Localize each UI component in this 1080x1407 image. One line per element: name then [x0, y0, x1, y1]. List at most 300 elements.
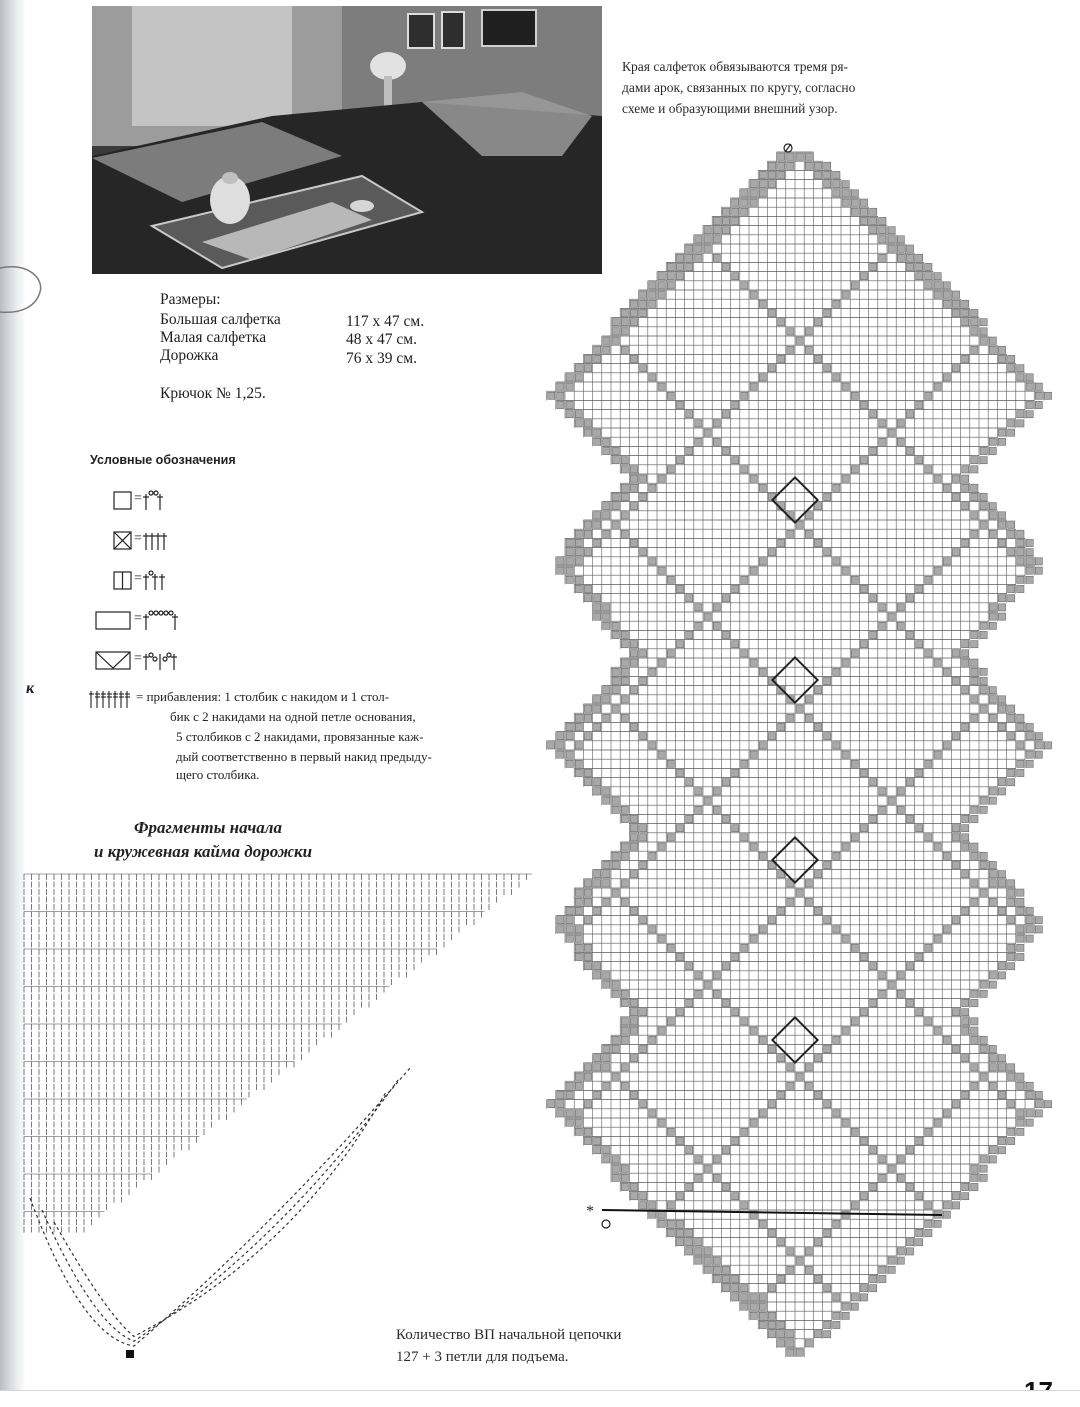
- filled-cell: [695, 622, 702, 629]
- filled-cell: [934, 291, 941, 298]
- filled-cell: [1017, 539, 1024, 546]
- filled-cell: [952, 475, 959, 482]
- filled-cell: [603, 622, 610, 629]
- filled-cell: [713, 604, 720, 611]
- filled-cell: [768, 171, 775, 178]
- filled-cell: [566, 411, 573, 418]
- filled-cell: [741, 282, 748, 289]
- legend-equals: =: [134, 571, 142, 587]
- filled-cell: [649, 291, 656, 298]
- filled-cell: [621, 309, 628, 316]
- filled-cell: [603, 687, 610, 694]
- filled-cell: [962, 300, 969, 307]
- filled-cell: [879, 254, 886, 261]
- filled-cell: [989, 346, 996, 353]
- size-label: Большая салфетка: [160, 310, 281, 330]
- filled-cell: [860, 208, 867, 215]
- legend-equals: =: [134, 651, 142, 667]
- filled-cell: [860, 585, 867, 592]
- filled-cell: [612, 447, 619, 454]
- filled-cell: [732, 585, 739, 592]
- filled-cell: [741, 190, 748, 197]
- filled-cell: [676, 585, 683, 592]
- filled-cell: [594, 595, 601, 602]
- filled-cell: [1008, 549, 1015, 556]
- filled-cell: [971, 641, 978, 648]
- filled-cell: [768, 549, 775, 556]
- filled-cell: [989, 447, 996, 454]
- filled-cell: [962, 723, 969, 730]
- filled-cell: [722, 447, 729, 454]
- filled-cell: [787, 714, 794, 721]
- filled-cell: [787, 328, 794, 335]
- side-letter: к: [26, 680, 34, 698]
- filled-cell: [594, 696, 601, 703]
- filled-cell: [943, 282, 950, 289]
- filled-cell: [704, 227, 711, 234]
- filled-cell: [805, 696, 812, 703]
- filled-cell: [557, 733, 564, 740]
- filled-cell: [925, 392, 932, 399]
- filled-cell: [594, 604, 601, 611]
- filled-cell: [612, 668, 619, 675]
- filled-cell: [888, 245, 895, 252]
- filled-cell: [1017, 576, 1024, 583]
- filled-cell: [879, 622, 886, 629]
- filled-cell: [676, 641, 683, 648]
- filled-cell: [962, 319, 969, 326]
- filled-cell: [998, 705, 1005, 712]
- filled-cell: [575, 549, 582, 556]
- filled-cell: [980, 337, 987, 344]
- fragments-title-line: Фрагменты начала: [134, 818, 282, 838]
- filled-cell: [621, 696, 628, 703]
- filled-cell: [897, 622, 904, 629]
- legend-equals: =: [134, 531, 142, 547]
- filled-cell: [630, 687, 637, 694]
- legend-equals: =: [134, 611, 142, 627]
- filled-cell: [805, 162, 812, 169]
- fragment-grid: [24, 874, 532, 1346]
- dc-chain-dc-symbol-icon: [143, 571, 165, 590]
- filled-cell: [842, 291, 849, 298]
- filled-cell: [667, 263, 674, 270]
- filled-cell: [1035, 392, 1042, 399]
- filled-cell: [649, 300, 656, 307]
- filled-cell: [741, 466, 748, 473]
- filled-cell: [594, 539, 601, 546]
- edge-caption: [622, 56, 855, 119]
- filled-cell: [640, 650, 647, 657]
- filled-cell: [584, 420, 591, 427]
- filled-cell: [649, 374, 656, 381]
- filled-cell: [778, 723, 785, 730]
- filled-cell: [833, 300, 840, 307]
- filled-cell: [575, 374, 582, 381]
- size-value: 76 х 39 см.: [346, 349, 417, 369]
- filled-cell: [952, 365, 959, 372]
- filled-cell: [640, 300, 647, 307]
- filled-cell: [842, 383, 849, 390]
- increase-note-line: щего столбика.: [176, 765, 259, 786]
- filled-cell: [630, 503, 637, 510]
- filled-cell: [1026, 576, 1033, 583]
- filled-cell: [971, 668, 978, 675]
- filled-cell: [824, 181, 831, 188]
- filled-cell: [824, 733, 831, 740]
- filled-cell: [713, 420, 720, 427]
- filled-cell: [842, 181, 849, 188]
- filled-cell: [814, 723, 821, 730]
- filled-cell: [1017, 420, 1024, 427]
- filled-cell: [971, 530, 978, 537]
- filled-cell: [787, 162, 794, 169]
- filled-cell: [879, 438, 886, 445]
- filled-cell: [998, 429, 1005, 436]
- filled-cell: [1026, 723, 1033, 730]
- filled-cell: [1017, 411, 1024, 418]
- filled-cell: [1026, 549, 1033, 556]
- increase-note-line: = прибавления: 1 столбик с накидом и 1 стол-: [136, 687, 389, 708]
- filled-cell: [658, 383, 665, 390]
- edging-arch: [42, 1080, 398, 1341]
- filled-cell: [989, 438, 996, 445]
- filled-cell: [575, 576, 582, 583]
- filled-cell: [603, 337, 610, 344]
- filled-cell: [906, 245, 913, 252]
- filled-cell: [667, 273, 674, 280]
- filled-cell: [1017, 374, 1024, 381]
- filled-cell: [722, 217, 729, 224]
- filled-cell: [971, 346, 978, 353]
- filled-cell: [750, 291, 757, 298]
- filled-cell: [640, 733, 647, 740]
- filled-cell: [916, 457, 923, 464]
- filled-cell: [1017, 558, 1024, 565]
- filled-cell: [686, 631, 693, 638]
- filled-cell: [658, 291, 665, 298]
- filled-cell: [686, 263, 693, 270]
- filled-cell: [658, 282, 665, 289]
- filled-cell: [649, 668, 656, 675]
- filled-cell: [630, 650, 637, 657]
- filled-cell: [630, 300, 637, 307]
- filled-cell: [1035, 567, 1042, 574]
- filled-cell: [888, 429, 895, 436]
- filled-cell: [980, 447, 987, 454]
- filled-cell: [612, 493, 619, 500]
- filled-cell: [640, 549, 647, 556]
- filled-cell: [603, 613, 610, 620]
- legend-equals: =: [134, 491, 142, 507]
- filled-cell: [621, 530, 628, 537]
- filled-cell: [603, 530, 610, 537]
- filled-cell: [612, 337, 619, 344]
- filled-cell: [584, 521, 591, 528]
- filled-cell: [566, 723, 573, 730]
- filled-cell: [980, 631, 987, 638]
- filled-cell: [566, 733, 573, 740]
- filled-cell: [575, 539, 582, 546]
- filled-cell: [897, 438, 904, 445]
- filled-cell: [851, 282, 858, 289]
- filled-cell: [851, 576, 858, 583]
- filled-cell: [603, 447, 610, 454]
- filled-cell: [943, 374, 950, 381]
- filled-cell: [805, 512, 812, 519]
- filled-cell: [925, 576, 932, 583]
- filled-cell: [934, 567, 941, 574]
- filled-cell: [1035, 733, 1042, 740]
- filled-cell: [722, 208, 729, 215]
- filled-cell: [998, 696, 1005, 703]
- filled-cell: [962, 539, 969, 546]
- filled-cell: [833, 190, 840, 197]
- filled-cell: [695, 438, 702, 445]
- filled-cell: [870, 595, 877, 602]
- filled-cell: [566, 567, 573, 574]
- filled-cell: [842, 190, 849, 197]
- filled-cell: [1017, 365, 1024, 372]
- filled-cell: [906, 254, 913, 261]
- filled-cell: [870, 263, 877, 270]
- filled-cell: [796, 153, 803, 160]
- filled-cell: [870, 208, 877, 215]
- filled-cell: [971, 659, 978, 666]
- filled-cell: [1035, 401, 1042, 408]
- filled-cell: [1035, 383, 1042, 390]
- filled-cell: [998, 521, 1005, 528]
- filled-cell: [594, 438, 601, 445]
- filled-cell: [934, 475, 941, 482]
- picot-arch-symbol-icon: [143, 653, 177, 670]
- edging-arch: [30, 1068, 410, 1346]
- edging-arch: [54, 1092, 386, 1336]
- filled-cell: [640, 309, 647, 316]
- filled-cell: [980, 705, 987, 712]
- room-photo: [92, 6, 602, 274]
- filled-cell: [732, 208, 739, 215]
- filled-cell: [1026, 401, 1033, 408]
- filled-cell: [814, 319, 821, 326]
- filled-cell: [584, 549, 591, 556]
- filled-cell: [1008, 705, 1015, 712]
- filled-cell: [860, 273, 867, 280]
- filled-cell: [833, 374, 840, 381]
- filled-cell: [649, 484, 656, 491]
- filled-cell: [566, 549, 573, 556]
- filled-cell: [713, 622, 720, 629]
- filled-cell: [1026, 539, 1033, 546]
- filled-cell: [557, 392, 564, 399]
- filled-cell: [943, 668, 950, 675]
- increase-note-line: 5 столбиков с 2 накидами, провязанные каж-: [176, 727, 423, 748]
- filled-cell: [621, 346, 628, 353]
- filled-cell: [603, 604, 610, 611]
- filled-cell: [676, 263, 683, 270]
- size-label: Дорожка: [160, 346, 218, 366]
- filled-cell: [750, 659, 757, 666]
- filled-cell: [612, 687, 619, 694]
- filled-cell: [824, 365, 831, 372]
- filled-cell: [676, 273, 683, 280]
- filled-cell: [722, 631, 729, 638]
- filled-cell: [548, 392, 555, 399]
- filled-cell: [989, 337, 996, 344]
- filled-cell: [962, 475, 969, 482]
- filled-mesh-square-icon: [114, 532, 131, 549]
- filled-cell: [897, 245, 904, 252]
- filled-cell: [879, 604, 886, 611]
- filled-cell: [722, 595, 729, 602]
- filled-cell: [759, 181, 766, 188]
- filled-cell: [759, 558, 766, 565]
- filled-cell: [1008, 733, 1015, 740]
- filled-cell: [1044, 392, 1051, 399]
- filled-cell: [824, 171, 831, 178]
- filled-cell: [759, 484, 766, 491]
- filled-cell: [989, 613, 996, 620]
- filled-cell: [980, 503, 987, 510]
- filled-cell: [621, 659, 628, 666]
- filled-cell: [621, 484, 628, 491]
- filled-cell: [833, 171, 840, 178]
- filled-cell: [1008, 714, 1015, 721]
- filled-cell: [916, 263, 923, 270]
- filled-cell: [612, 503, 619, 510]
- filled-cell: [612, 319, 619, 326]
- filled-cell: [842, 659, 849, 666]
- filled-cell: [934, 659, 941, 666]
- filled-cell: [971, 457, 978, 464]
- filled-cell: [1008, 429, 1015, 436]
- filled-cell: [870, 631, 877, 638]
- filled-cell: [566, 374, 573, 381]
- hook-size: Крючок № 1,25.: [160, 384, 266, 404]
- filled-cell: [971, 493, 978, 500]
- filled-cell: [906, 411, 913, 418]
- filet-grid: [547, 152, 1052, 1357]
- filled-cell: [962, 641, 969, 648]
- edge-caption-line: Края салфеток обвязываются тремя ря-: [622, 56, 855, 77]
- filled-cell: [584, 595, 591, 602]
- filled-cell: [557, 558, 564, 565]
- filled-cell: [916, 273, 923, 280]
- filled-cell: [1017, 585, 1024, 592]
- filled-cell: [557, 383, 564, 390]
- filled-cell: [704, 429, 711, 436]
- filled-cell: [732, 273, 739, 280]
- filled-cell: [842, 199, 849, 206]
- filled-cell: [1017, 714, 1024, 721]
- filled-cell: [603, 503, 610, 510]
- border-fragment-chart: [22, 868, 542, 1368]
- filled-cell: [575, 723, 582, 730]
- filled-cell: [750, 383, 757, 390]
- filled-cell: [695, 420, 702, 427]
- filled-cell: [575, 365, 582, 372]
- filled-cell: [603, 438, 610, 445]
- filled-cell: [888, 227, 895, 234]
- filled-cell: [796, 337, 803, 344]
- edge-caption-line: дами арок, связанных по кругу, согласно: [622, 77, 855, 98]
- legend-row-filled-mesh: [94, 528, 194, 554]
- filled-cell: [980, 493, 987, 500]
- filled-cell: [759, 300, 766, 307]
- filled-cell: [980, 521, 987, 528]
- filled-cell: [943, 300, 950, 307]
- filled-cell: [695, 254, 702, 261]
- filled-cell: [989, 604, 996, 611]
- filled-cell: [768, 309, 775, 316]
- filled-cell: [962, 484, 969, 491]
- filled-cell: [962, 309, 969, 316]
- filled-cell: [778, 355, 785, 362]
- filled-cell: [842, 475, 849, 482]
- filled-cell: [768, 162, 775, 169]
- open-mesh-square-icon: [114, 492, 131, 509]
- filled-cell: [640, 365, 647, 372]
- filled-cell: [833, 558, 840, 565]
- filled-cell: [1008, 530, 1015, 537]
- edge-caption-line: схеме и образующими внешний узор.: [622, 98, 855, 119]
- double-crochet-chain-symbol-icon: [143, 491, 163, 510]
- filled-cell: [732, 217, 739, 224]
- filled-cell: [630, 659, 637, 666]
- filled-cell: [750, 567, 757, 574]
- filled-cell: [971, 484, 978, 491]
- filled-cell: [824, 493, 831, 500]
- filled-cell: [713, 438, 720, 445]
- filled-cell: [824, 162, 831, 169]
- filled-cell: [612, 521, 619, 528]
- filled-cell: [952, 291, 959, 298]
- filled-cell: [612, 457, 619, 464]
- legend-row-open-mesh: [94, 488, 194, 514]
- filled-cell: [998, 512, 1005, 519]
- filled-cell: [1017, 530, 1024, 537]
- filled-cell: [667, 650, 674, 657]
- filled-cell: [980, 677, 987, 684]
- filled-cell: [621, 493, 628, 500]
- filled-cell: [584, 733, 591, 740]
- filled-cell: [594, 613, 601, 620]
- filled-cell: [630, 466, 637, 473]
- filled-cell: [603, 696, 610, 703]
- filled-cell: [989, 622, 996, 629]
- filled-cell: [630, 355, 637, 362]
- filled-cell: [980, 668, 987, 675]
- filled-cell: [1008, 365, 1015, 372]
- filled-cell: [971, 714, 978, 721]
- filled-cell: [566, 576, 573, 583]
- filled-cell: [630, 641, 637, 648]
- long-chain-symbol-icon: [143, 611, 178, 630]
- filled-cell: [667, 282, 674, 289]
- filled-cell: [750, 181, 757, 188]
- filled-cell: [594, 723, 601, 730]
- filled-cell: [851, 650, 858, 657]
- filled-cell: [952, 677, 959, 684]
- filled-cell: [658, 475, 665, 482]
- filled-cell: [1026, 374, 1033, 381]
- filled-cell: [750, 475, 757, 482]
- filled-cell: [787, 530, 794, 537]
- filled-cell: [640, 493, 647, 500]
- filled-cell: [621, 631, 628, 638]
- filled-cell: [722, 227, 729, 234]
- filled-cell: [584, 365, 591, 372]
